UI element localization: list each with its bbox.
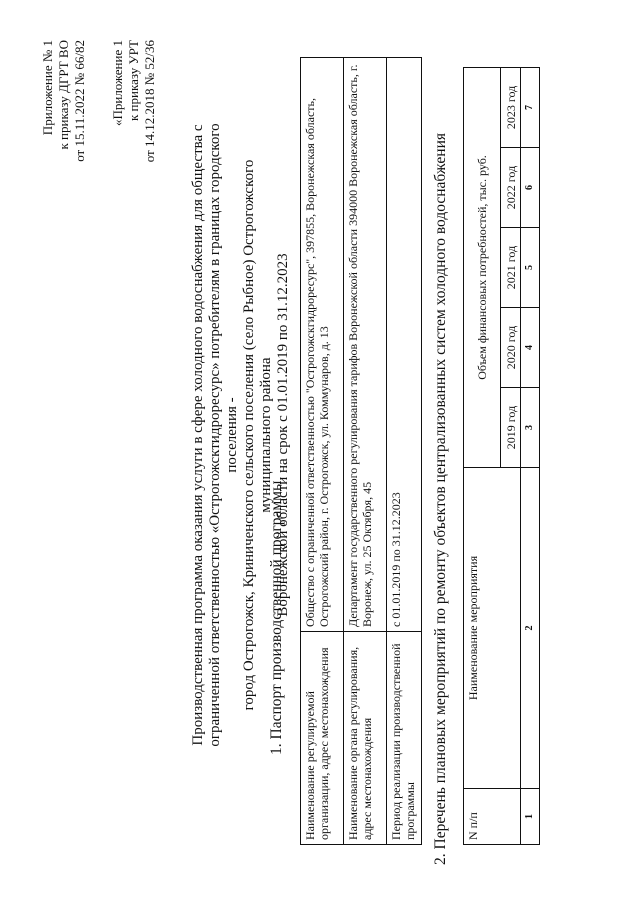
column-number: 1 <box>521 789 540 845</box>
table-row <box>387 58 422 845</box>
year-header: 2019 год <box>501 388 521 468</box>
year-header: 2020 год <box>501 308 521 388</box>
column-number: 5 <box>521 228 540 308</box>
row-label: Наименование регулируемой организации, адрес местонахождения <box>301 632 344 845</box>
title-line: город Острогожск, Криниченского сельского поселения (село Рыбное) Острогожского муниципального района <box>241 159 274 711</box>
appendix-line: Приложение № 1 <box>40 40 55 136</box>
row-label: Наименование органа регулирования, адрес местонахождения <box>344 632 387 845</box>
appendix-line: к приказу УРТ <box>126 40 141 122</box>
column-number: 7 <box>521 67 540 147</box>
appendix-note <box>40 40 88 162</box>
column-number: 2 <box>521 468 540 789</box>
column-number: 6 <box>521 148 540 228</box>
row-value: Департамент государственного регулирования тарифов Воронежской области 394000 Воронежская область, г. Воронеж, ул. 25 Октября, 45 <box>344 58 387 632</box>
repair-plan-table <box>463 67 540 845</box>
section-1-heading: 1. Паспорт производственной программы <box>268 480 285 755</box>
section-2-heading: 2. Перечень плановых мероприятий по ремонту объектов централизованных систем холодного водоснабжения <box>432 132 449 865</box>
column-number: 3 <box>521 388 540 468</box>
appendix-line: «Приложение 1 <box>110 40 125 127</box>
table-row <box>301 58 344 845</box>
appendix-line: от 15.11.2022 № 66/82 <box>72 40 87 162</box>
column-number: 4 <box>521 308 540 388</box>
row-label: Период реализации производственной программы <box>387 632 422 845</box>
table-header-row <box>464 67 501 844</box>
title-line: Производственная программа оказания услуги в сфере холодного водоснабжения для общества с <box>190 124 206 746</box>
appendix-line: к приказу ДГРТ ВО <box>56 40 71 150</box>
table-row <box>344 58 387 845</box>
passport-table <box>300 57 422 845</box>
column-header-number: N п/п <box>464 789 521 845</box>
appendix-line: от 14.12.2018 № 52/36 <box>142 40 157 163</box>
column-header-measure: Наименование мероприятия <box>464 468 521 789</box>
year-header: 2023 год <box>501 67 521 147</box>
title-line: ограниченной ответственностью «Острогожсктидроресурс» потребителям в границах городского поселения - <box>207 123 240 747</box>
column-header-finance: Объем финансовых потребностей, тыс. руб. <box>464 67 501 467</box>
row-value: Общество с ограниченной ответственностью "Острогожскгидроресурс", 397855, Воронежская область, Острогожский район, г. Острогожск, ул. Коммунаров, д. 13 <box>301 58 344 632</box>
year-header: 2022 год <box>501 148 521 228</box>
row-value: с 01.01.2019 по 31.12.2023 <box>387 58 422 632</box>
title-line: Воронежской области на срок с 01.01.2019 по 31.12.2023 <box>275 253 291 617</box>
year-header: 2021 год <box>501 228 521 308</box>
column-number-row <box>521 67 540 844</box>
appendix-quote <box>110 40 158 162</box>
